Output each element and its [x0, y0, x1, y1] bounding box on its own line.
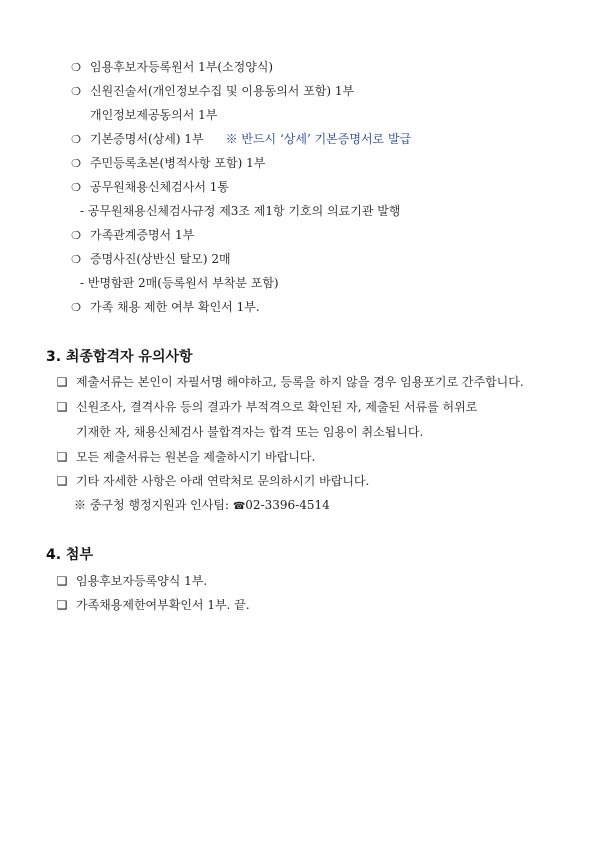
list-subitem: [80, 275, 279, 291]
list-item-text: 가족관계증명서 1부: [90, 228, 195, 242]
circle-bullet-icon: ❍: [71, 85, 81, 98]
list-item: [56, 449, 315, 465]
list-item-text: 모든 제출서류는 원본을 제출하시기 바랍니다.: [76, 450, 316, 464]
attachment-link: 가족채용제한여부확인서 1부. 끝.: [76, 598, 250, 612]
list-item: [56, 573, 207, 589]
list-item: [70, 131, 411, 148]
square-bullet-icon: ❑: [56, 574, 68, 588]
square-bullet-icon: ❑: [56, 598, 68, 612]
list-item: [70, 179, 229, 196]
circle-bullet-icon: ❍: [71, 61, 81, 74]
list-item-text: 개인정보제공동의서 1부: [90, 108, 218, 122]
contact-prefix: ※ 중구청 행정지원과 인사팀:: [74, 498, 229, 512]
list-item: [56, 597, 250, 613]
list-item-text: 제출서류는 본인이 자필서명 해야하고, 등록을 하지 않을 경우 임용포기로 간주합니다.: [76, 375, 524, 389]
attachment-link: 임용후보자등록양식 1부.: [76, 574, 208, 588]
circle-bullet-icon: ❍: [71, 253, 81, 266]
list-item-text: 신원조사, 결격사유 등의 결과가 부적격으로 확인된 자, 제출된 서류를 허위로: [76, 400, 478, 414]
list-item: [70, 251, 231, 268]
list-subitem-text: - 공무원채용신체검사규정 제3조 제1항 기호의 의료기관 발행: [80, 204, 401, 218]
list-item-text: 기재한 자, 채용신체검사 불합격자는 합격 또는 임용이 취소됩니다.: [76, 425, 424, 439]
list-item: [70, 59, 273, 76]
section-4-title: 4. 첨부: [46, 547, 93, 563]
list-item: [56, 473, 369, 489]
list-item-text: 신원진술서(개인정보수집 및 이용동의서 포함) 1부: [90, 84, 355, 98]
contact-phone: 02-3396-4514: [245, 498, 330, 512]
circle-bullet-icon: ❍: [71, 301, 81, 314]
square-bullet-icon: ❑: [56, 450, 68, 464]
list-item-text: 기본증명서(상세) 1부: [90, 132, 204, 146]
square-bullet-icon: ❑: [56, 400, 68, 414]
list-subitem: [80, 203, 400, 219]
list-item: [70, 83, 354, 100]
list-item: [70, 227, 194, 244]
square-bullet-icon: ❑: [56, 474, 68, 488]
circle-bullet-icon: ❍: [71, 133, 81, 146]
list-item-continuation: [76, 424, 423, 440]
circle-bullet-icon: ❍: [71, 181, 81, 194]
list-item: [70, 155, 265, 172]
list-item: [90, 107, 217, 123]
circle-bullet-icon: ❍: [71, 157, 81, 170]
list-item-text: 주민등록초본(병적사항 포함) 1부: [90, 156, 266, 170]
list-item-text: 가족 채용 제한 여부 확인서 1부.: [90, 300, 260, 314]
section-3-title: 3. 최종합격자 유의사항: [46, 349, 193, 365]
list-item-text: 증명사진(상반신 탈모) 2매: [90, 252, 231, 266]
circle-bullet-icon: ❍: [71, 229, 81, 242]
list-item: [70, 299, 260, 316]
contact-line: [74, 497, 330, 515]
phone-icon: ☎: [232, 501, 246, 512]
list-item: [56, 374, 524, 390]
list-item-text: 기타 자세한 사항은 아래 연락처로 문의하시기 바랍니다.: [76, 474, 370, 488]
issuance-note: ※ 반드시 ‘상세’ 기본증명서로 발급: [225, 132, 412, 146]
list-subitem-text: - 반명함판 2매(등록원서 부착분 포함): [80, 276, 279, 290]
list-item: [56, 399, 477, 415]
square-bullet-icon: ❑: [56, 375, 68, 389]
list-item-text: 임용후보자등록원서 1부(소정양식): [90, 60, 274, 74]
list-item-text: 공무원채용신체검사서 1통: [90, 180, 229, 194]
